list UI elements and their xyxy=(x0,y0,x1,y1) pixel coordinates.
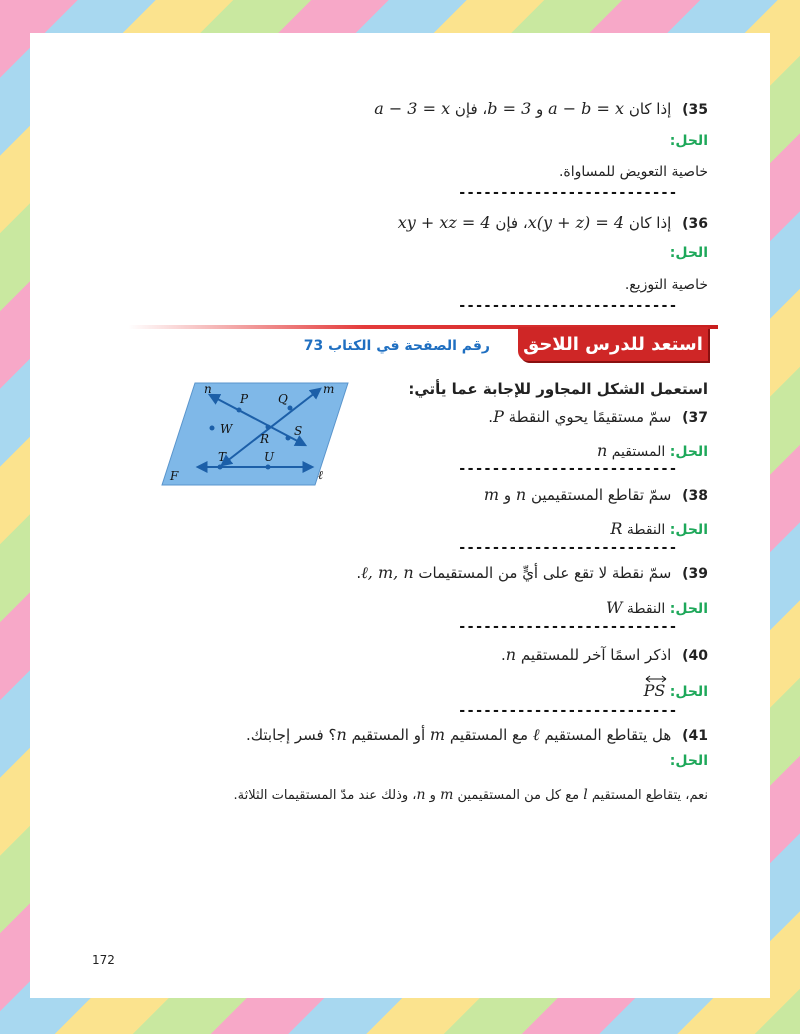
math-point: W xyxy=(605,598,623,617)
question-38 xyxy=(484,485,708,504)
page-reference: رقم الصفحة في الكتاب 73 xyxy=(303,338,490,354)
question-37: 37) سمّ مستقيمًا يحوي النقطة P. xyxy=(488,407,708,426)
math-line: n xyxy=(416,787,426,803)
label-m: m xyxy=(323,382,335,396)
question-text: و xyxy=(536,100,544,118)
question-40: 40) اذكر اسمًا آخر للمستقيم n. xyxy=(500,645,708,664)
label-t: T xyxy=(218,450,227,464)
question-number: 35) xyxy=(682,102,708,118)
solution-label-text: الحل: xyxy=(669,444,708,460)
solution-label-text: الحل: xyxy=(669,245,708,261)
math-line-name: PS xyxy=(643,681,666,700)
separator: -------------------------- xyxy=(458,298,678,314)
label-l: ℓ xyxy=(318,468,323,482)
solution-label-text: الحل: xyxy=(669,133,708,149)
question-text: مع المستقيم xyxy=(449,726,529,744)
question-text: اذكر اسمًا آخر للمستقيم xyxy=(520,646,672,664)
solution-text: نعم، يتقاطع المستقيم xyxy=(591,788,708,803)
question-text: سمّ تقاطع المستقيمين xyxy=(530,486,672,504)
question-35 xyxy=(374,99,708,118)
point-s xyxy=(286,436,291,441)
label-s: S xyxy=(294,424,303,438)
question-36 xyxy=(398,213,708,232)
banner-title: استعد للدرس اللاحق xyxy=(518,327,708,361)
label-n: n xyxy=(204,382,212,396)
solution-label-text: الحل: xyxy=(669,753,708,769)
solution-text: و xyxy=(429,788,436,803)
question-39: 39) سمّ نقطة لا تقع على أيٍّ من المستقيمات ℓ, m, n. xyxy=(356,563,708,582)
double-arrow-icon xyxy=(644,675,668,683)
label-q: Q xyxy=(278,392,288,406)
question-text: إذا كان xyxy=(628,100,672,118)
line-notation xyxy=(644,675,666,700)
math-line: m xyxy=(483,485,500,504)
question-text: إذا كان xyxy=(628,214,672,232)
separator: -------------------------- xyxy=(458,619,678,635)
math-line: m xyxy=(429,725,446,744)
math-expression: a − b = x xyxy=(548,99,625,118)
page-number: 172 xyxy=(92,953,115,967)
question-number: 36) xyxy=(682,216,708,232)
solution-label xyxy=(670,753,708,769)
math-line: n xyxy=(515,485,527,504)
math-line: n xyxy=(505,645,517,664)
solution-40 xyxy=(644,675,708,700)
solution-label-text: الحل: xyxy=(669,522,708,538)
question-number: 37) xyxy=(682,410,708,426)
point-p xyxy=(237,408,242,413)
intro-text: استعمل الشكل المجاور للإجابة عما يأتي: xyxy=(408,380,708,398)
math-line: l xyxy=(583,787,588,803)
point-u xyxy=(266,465,271,470)
solution-39 xyxy=(606,598,708,617)
solution-text: ، وذلك عند مدّ المستقيمات الثلاثة. xyxy=(233,788,417,803)
math-expression: xy + xz = 4 xyxy=(397,213,491,232)
separator: -------------------------- xyxy=(458,703,678,719)
question-text: ؟ فسر إجابتك. xyxy=(246,726,337,744)
point-r xyxy=(266,425,271,430)
solution-text: خاصية التعويض للمساواة. xyxy=(558,164,708,180)
label-r: R xyxy=(260,432,270,446)
question-number: 39) xyxy=(682,566,708,582)
page xyxy=(30,33,770,998)
math-lines: ℓ, m, n xyxy=(361,563,414,582)
math-point: R xyxy=(610,519,623,538)
question-text: ، فإن xyxy=(454,100,488,118)
label-w: W xyxy=(220,422,233,436)
separator: -------------------------- xyxy=(458,540,678,556)
math-expression: x(y + z) = 4 xyxy=(527,213,625,232)
point-w xyxy=(210,426,215,431)
solution-37 xyxy=(597,441,708,460)
math-line: m xyxy=(440,787,454,803)
solution-text: خاصية التوزيع. xyxy=(624,277,708,293)
solution-label-text: الحل: xyxy=(669,601,708,617)
separator: -------------------------- xyxy=(458,461,678,477)
math-expression: b = 3 xyxy=(487,99,532,118)
question-text: ، فإن xyxy=(495,214,528,232)
question-number: 38) xyxy=(682,488,708,504)
solution-text: المستقيم xyxy=(611,444,666,460)
solution-text: النقطة xyxy=(626,522,666,538)
question-text: و xyxy=(503,486,512,504)
geometry-figure xyxy=(160,375,350,490)
point-q xyxy=(288,406,293,411)
question-number: 40) xyxy=(682,648,708,664)
separator: -------------------------- xyxy=(458,185,678,201)
solution-label xyxy=(670,245,708,261)
math-line: n xyxy=(596,441,608,460)
label-p: P xyxy=(240,392,249,406)
question-text: هل يتقاطع المستقيم xyxy=(544,726,672,744)
solution-38 xyxy=(610,519,708,538)
question-number: 41) xyxy=(682,728,708,744)
question-text: سمّ مستقيمًا يحوي النقطة xyxy=(508,408,672,426)
solution-text: النقطة xyxy=(626,601,666,617)
label-f: F xyxy=(170,469,179,483)
math-line: ℓ xyxy=(532,725,540,744)
math-point: P xyxy=(493,407,504,426)
solution-label-text: الحل: xyxy=(669,684,708,700)
solution-41 xyxy=(234,787,708,803)
solution-label xyxy=(670,133,708,149)
question-41 xyxy=(246,725,708,745)
question-text: أو المستقيم xyxy=(351,726,426,744)
solution-text: مع كل من المستقيمين xyxy=(457,788,580,803)
question-text: سمّ نقطة لا تقع على أيٍّ من المستقيمات xyxy=(418,564,672,582)
math-line: n xyxy=(336,725,347,744)
math-expression: a − 3 = x xyxy=(374,99,451,118)
label-u: U xyxy=(264,450,275,464)
point-t xyxy=(218,465,223,470)
